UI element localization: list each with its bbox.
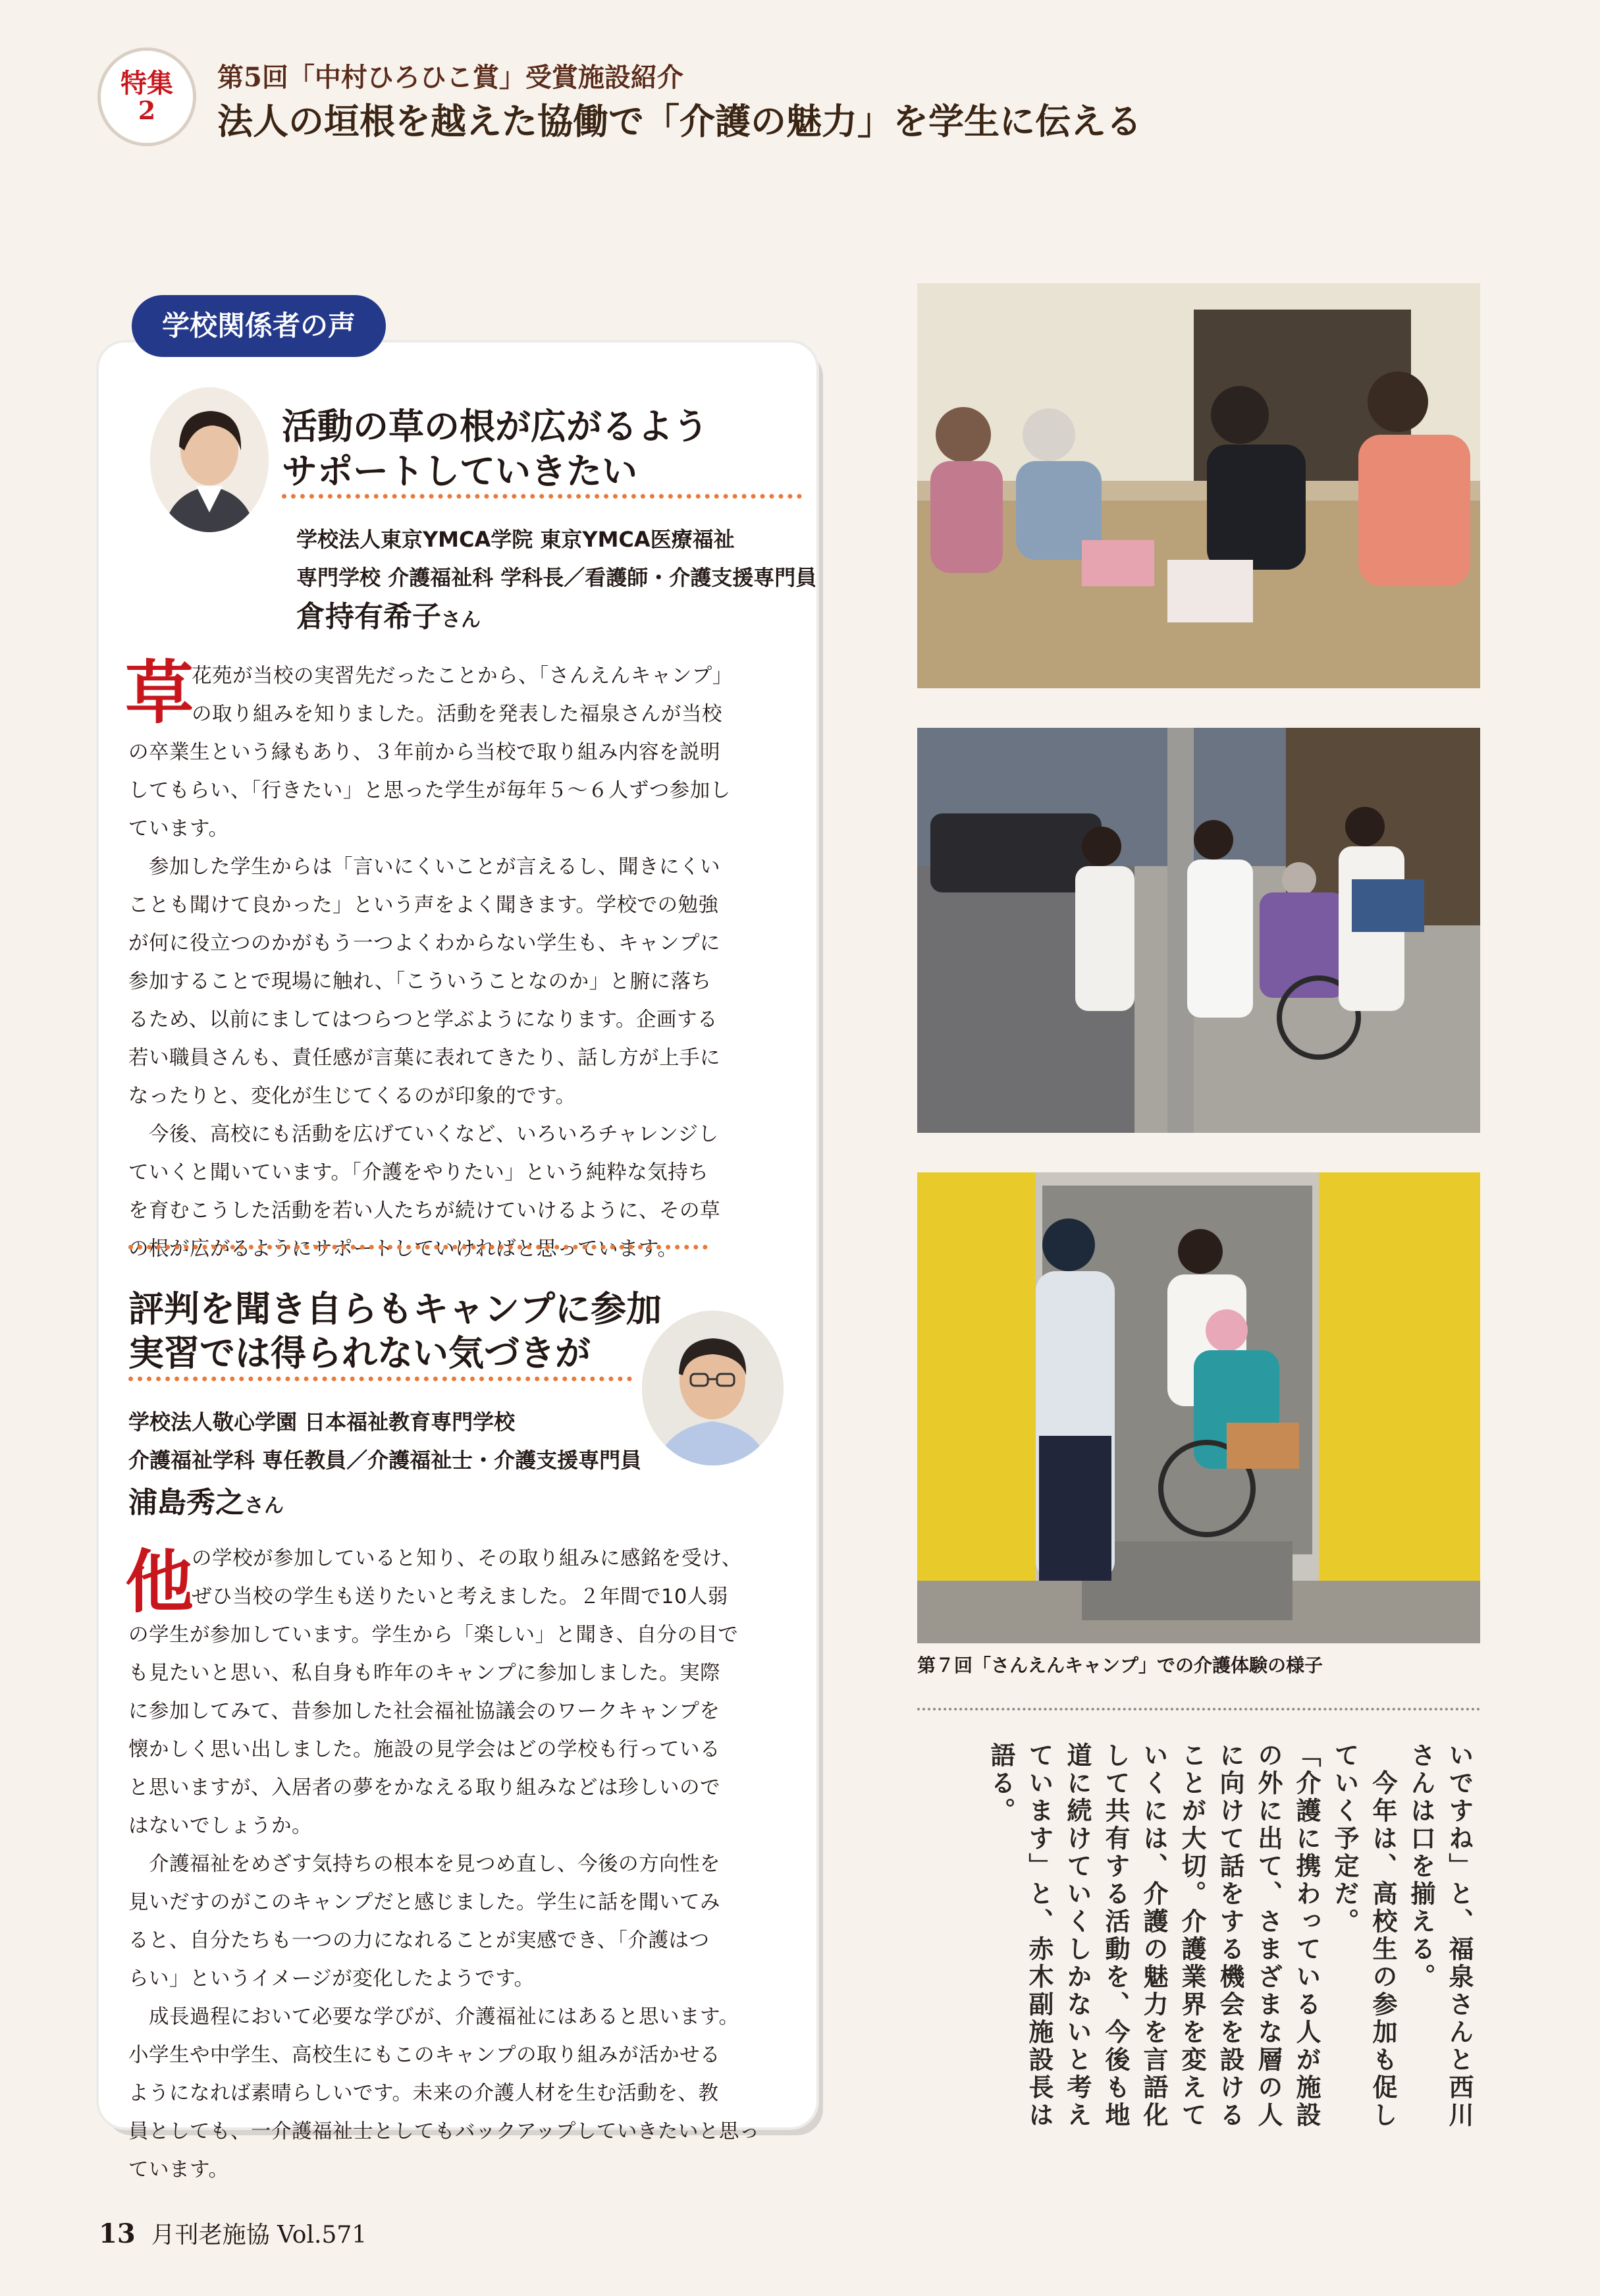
section-divider (128, 1245, 708, 1249)
body-line: 員としても、一介護福祉士としてもバックアップしていきたいと思っ (128, 2120, 760, 2143)
body-line: の学校が参加していると知り、その取り組みに感銘を受け、 (192, 1547, 742, 1570)
body-line: なったりと、変化が生じてくるのが印象的です。 (128, 1085, 576, 1108)
interview2-headline-2: 実習では得られない気づきが (128, 1332, 591, 1374)
interview2-affiliation-2: 介護福祉学科 専任教員／介護福祉士・介護支援専門員 (128, 1448, 642, 1473)
interview1-divider (282, 494, 802, 499)
body-line: ぜひ当校の学生も送りたいと考えました。２年間で10人弱 (192, 1585, 728, 1608)
interview1-body (128, 657, 807, 1269)
photo-train-image (917, 1172, 1480, 1643)
page-footer (99, 2216, 367, 2250)
photo-train-boarding (917, 1172, 1480, 1643)
body-line: の卒業生という縁もあり、３年前から当校で取り組み内容を説明 (128, 741, 720, 764)
interview2-affiliation-1: 学校法人敬心学園 日本福祉教育専門学校 (128, 1409, 516, 1435)
photo-street-wheelchair (917, 728, 1480, 1133)
interview2-dropcap: 他 (125, 1542, 194, 1622)
body-line: も見たいと思い、私自身も昨年のキャンプに参加しました。実際 (128, 1662, 720, 1685)
interview1-dropcap: 草 (125, 653, 194, 733)
interview1-headline-2: サポートしていきたい (282, 451, 637, 492)
interview2-honorific: さん (244, 1494, 284, 1517)
photo-caption: 第７回「さんえんキャンプ」での介護体験の様子 (917, 1654, 1323, 1676)
avatar-kuramochi (150, 387, 269, 532)
body-line: 成長過程において必要な学びが、介護福祉にはあると思います。 (128, 2006, 739, 2029)
interview1-headline-1: 活動の草の根が広がるよう (282, 406, 708, 447)
body-line: 小学生や中学生、高校生にもこのキャンプの取り組みが活かせる (128, 2044, 720, 2067)
interview1-affiliation-2: 専門学校 介護福祉科 学科長／看護師・介護支援専門員 (296, 565, 817, 590)
body-line: らい」というイメージが変化したようです。 (128, 1967, 535, 1990)
closing-article (928, 1742, 1478, 2150)
interview1-name-text: 倉持有希子 (296, 600, 441, 634)
body-line: に参加してみて、昔参加した社会福祉協議会のワークキャンプを (128, 1700, 720, 1723)
photo-street-image (917, 728, 1480, 1133)
body-line: ようになれば素晴らしいです。未来の介護人材を生む活動を、教 (128, 2082, 719, 2105)
closing-paragraph: いですね」と、福泉さんと西川さんは口を揃える。 (1406, 1742, 1474, 2129)
body-line: の学生が参加しています。学生から「楽しい」と聞き、自分の目で (128, 1624, 739, 1647)
photo-indoor-visit (917, 283, 1480, 688)
avatar-urashima (642, 1311, 784, 1465)
page-number: 13 (99, 2218, 136, 2249)
closing-paragraph: 「介護に携わっている人が施設の外に出て、さまざまな層の人に向けて話をする機会を設けることが大切。介護業界を変えていくには、介護の魅力を言語化して共有する活動を、今後も地道に続けていくしかないと考えています」と、赤木副施設長は語る。 (986, 1742, 1321, 2129)
interview1-affiliation-1: 学校法人東京YMCA学院 東京YMCA医療福祉 (296, 527, 735, 552)
body-line: が何に役立つのかがもう一つよくわからない学生も、キャンプに (128, 932, 720, 955)
column-divider (917, 1708, 1480, 1710)
body-line: の取り組みを知りました。活動を発表した福泉さんが当校 (192, 703, 722, 726)
body-line: 参加することで現場に触れ、「こういうことなのか」と腑に落ち (128, 970, 712, 993)
interview1-name (296, 593, 481, 635)
body-line: ています。 (128, 2158, 229, 2181)
body-line: 参加した学生からは「言いにくいことが言えるし、聞きにくい (128, 856, 720, 879)
body-line: ことも聞けて良かった」という声をよく聞きます。学校での勉強 (128, 894, 719, 917)
body-line: ていくと聞いています。「介護をやりたい」という純粋な気持ち (128, 1161, 709, 1184)
body-line: はないでしょうか。 (128, 1815, 312, 1838)
feature-badge-number: 2 (138, 96, 156, 126)
interview1-honorific: さん (441, 609, 481, 632)
body-line: るため、以前にましてはつらつと学ぶようになります。企画する (128, 1008, 718, 1031)
body-line: 介護福祉をめざす気持ちの根本を見つめ直し、今後の方向性を (128, 1853, 720, 1876)
header-title: 法人の垣根を越えた協働で「介護の魅力」を学生に伝える (217, 101, 1142, 142)
closing-paragraph: 今年は、高校生の参加も促していく予定だ。 (1330, 1742, 1398, 2129)
body-line: ています。 (128, 817, 229, 840)
photo-indoor-image (917, 283, 1480, 688)
body-line: 今後、高校にも活動を広げていくなど、いろいろチャレンジし (128, 1123, 719, 1146)
body-line: 花苑が当校の実習先だったことから、「さんえんキャンプ」 (192, 665, 733, 688)
interview2-headline-1: 評判を聞き自らもキャンプに参加 (128, 1288, 662, 1330)
feature-badge (97, 47, 196, 146)
interview2-body (128, 1540, 807, 2189)
portrait-man-icon (642, 1311, 784, 1465)
body-line: を育むこうした活動を若い人たちが続けていけるように、その草 (128, 1199, 720, 1222)
body-line: と思いますが、入居者の夢をかなえる取り組みなどは珍しいので (128, 1776, 720, 1799)
magazine-name: 月刊老施協 Vol.571 (151, 2222, 367, 2249)
body-line: してもらい、「行きたい」と思った学生が毎年５～６人ずつ参加し (128, 779, 731, 802)
body-line: 懐かしく思い出しました。施設の見学会はどの学校も行っている (128, 1738, 720, 1761)
body-line: 見いだすのがこのキャンプだと感じました。学生に話を聞いてみ (128, 1891, 720, 1914)
header-subtitle: 第5回「中村ひろひこ賞」受賞施設紹介 (217, 62, 683, 93)
body-line: 若い職員さんも、責任感が言葉に表れてきたり、話し方が上手に (128, 1047, 720, 1070)
feature-badge-label: 特集 (120, 68, 173, 99)
interview2-name-text: 浦島秀之 (128, 1486, 244, 1519)
interview2-divider (128, 1377, 632, 1381)
section-tag: 学校関係者の声 (132, 295, 386, 357)
portrait-woman-icon (150, 387, 269, 532)
interview2-name (128, 1479, 284, 1521)
body-line: の根が広がるようにサポートしていければと思っています。 (128, 1238, 678, 1261)
body-line: ると、自分たちも一つの力になれることが実感でき、「介護はつ (128, 1929, 710, 1952)
